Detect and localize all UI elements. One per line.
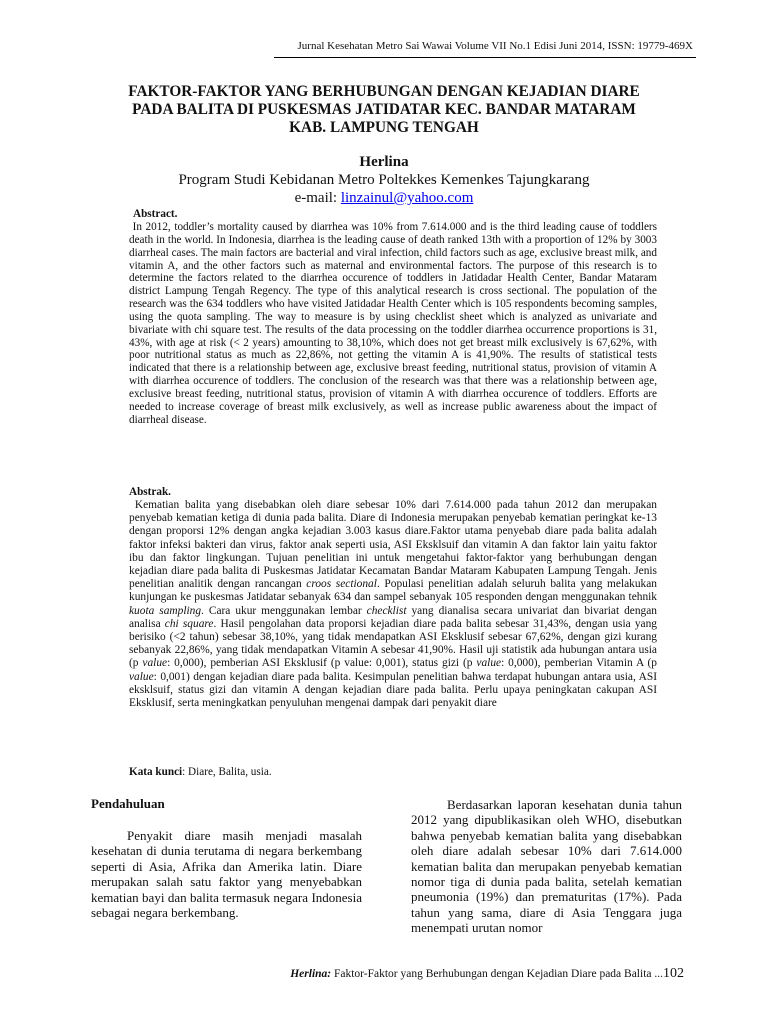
email-link[interactable]: linzainul@yahoo.com (340, 190, 474, 206)
keywords-text: : Diare, Balita, usia. (182, 766, 272, 778)
abstract-id-italic: croos sectional (306, 578, 377, 591)
paper-title (96, 83, 672, 137)
section-heading-introduction: Pendahuluan (91, 796, 165, 811)
keywords-label: Kata kunci (129, 766, 183, 778)
journal-header: Jurnal Kesehatan Metro Sai Wawai Volume VII No.1 Edisi Juni 2014, ISSN: 19779-469X (297, 40, 693, 52)
footer-title: Faktor-Faktor yang Berhubungan dengan Kejadian Diare pada Balita ... (331, 968, 663, 980)
author-email (0, 190, 768, 207)
abstract-id-text (129, 499, 657, 710)
abstract-id-italic: chi square (164, 617, 214, 630)
abstract-en-body: In 2012, toddler’s mortality caused by diarrhea was 10% from 7.614.000 and is the third leading cause of toddlers death in the world. In Indonesia, diarrhea is the leading cause of death ranked 13th with a proportion of 12% by 3003 diarrheal cases. The main factors are bacterial and viral infection, child factors such as age, exclusive breast milk, and vitamin A, and the other factors such as maternal and environmental factors. The purpose of this research is to determine the factors related to the diarrhea occurence of toddlers in Jatidadar Health Center, Bandar Mataram district Lampung Tengah Regency. The type of this analytical research is cross sectional. The population of the research was the 634 toddlers who have visited Jatidadar Health Center which is 105 respondents becoming samples, using the quota sampling. The way to measure is by using checklist sheet which is analyzed as univariate and bivariate with chi square test. The results of the data processing on the toddler diarrhea occurrence proportions is 31, 43%, with age at risk (< 2 years) amounting to 38,10%, which does not get breast milk exclusively is 67,62%, with poor nutritional status as much as 22,86%, not getting the vitamin A is 41,90%. The results of statistical tests indicated that there is a relationship between age, exclusive breast feeding, nutritional status, provision of vitamin A with diarrhea occurence of toddlers. The conclusion of the research was that there was a relationship between age, exclusive breast feeding, nutritional status, provision of vitamin A with diarrhea occurence of toddlers. Efforts are needed to increase coverage of breast milk exclusively, as well as increase public awareness about the impact of diarrheal disease. (129, 221, 658, 426)
page-footer (0, 966, 684, 982)
title-line: FAKTOR-FAKTOR YANG BERHUBUNGAN DENGAN KEJADIAN DIARE (128, 83, 640, 100)
abstract-id-segment: . Hasil pengolahan data proporsi kejadian diare pada balita sebesar 31,43%, dengan usia yang berisiko (<2 tahun) sebesar 38,10%, yang tidak mendapatkan ASI Eksklusif sebesar 67,62%, dengan gizi kurang sebanyak 22,86%, yang tidak mendapatkan Vitamin A sebesar 41,90%. Hasil uji statistik ada hubungan antara usia (p (129, 617, 657, 670)
abstract-id-italic: checklist (366, 604, 407, 617)
header-rule (274, 57, 696, 58)
author-affiliation: Program Studi Kebidanan Metro Poltekkes Kemenkes Tajungkarang (178, 172, 590, 188)
abstract-id-segment: . Populasi penelitian adalah seluruh balita yang melakukan kunjungan ke puskesmas Jatidatar sebanyak 634 dan sampel sebanyak 105 responden dengan menggunakan tehnik (129, 578, 657, 604)
keywords (129, 766, 272, 778)
abstract-id-segment: yang dianalisa secara univariat dan bivariat dengan analisa (129, 604, 657, 630)
abstract-id-segment: : 0,001) dengan kejadian diare pada balita. Kesimpulan penelitian bahwa terdapat hubungan antara usia, ASI eksklsuif, status gizi dan vitamin A dengan kejadian diare pada balita. Perlu upaya peningkatan cakupan ASI Eksklusif, serta meningkatkan penyuluhan mengenai dampak dari penyakit diare (129, 670, 657, 710)
intro-right-column: Berdasarkan laporan kesehatan dunia tahun 2012 yang dipublikasikan oleh WHO, disebutkan bahwa penyebab kematian balita yang disebabkan oleh diare adalah sebesar 10% dari 7.614.000 kematian balita dan merupakan penyebab kematian nomor tiga di dunia pada balita, setelah kematian pneumonia (19%) dan prematuritas (17%). Pada tahun yang sama, diare di Asia Tenggara juga menempati urutan nomor (411, 797, 682, 936)
abstract-id-label: Abstrak. (129, 486, 171, 498)
abstract-en-label: Abstract. (133, 208, 178, 220)
abstract-en-text (129, 221, 657, 427)
abstract-id-italic: value (129, 670, 154, 683)
abstract-id-segment: : 0,000), pemberian ASI Eksklusif (p value: 0,001), status gizi (p (167, 657, 477, 670)
title-line: KAB. LAMPUNG TENGAH (289, 119, 479, 136)
title-line: PADA BALITA DI PUSKESMAS JATIDATAR KEC. BANDAR MATARAM (132, 101, 636, 118)
abstract-id-segment: : 0,000), pemberian Vitamin A (p (501, 657, 658, 670)
abstract-id-italic: kuota sampling (129, 604, 202, 617)
page-number: 102 (663, 966, 684, 981)
footer-author: Herlina: (290, 968, 332, 980)
email-label: e-mail: (294, 190, 341, 206)
abstract-id-italic: value (476, 657, 502, 670)
abstract-id-segment: . Cara ukur menggunakan lembar (201, 604, 367, 617)
abstract-id-segment: Kematian balita yang disebabkan oleh diare sebesar 10% dari 7.614.000 pada tahun 2012 dan merupakan penyebab kematian ketiga di dunia pada balita. Diare di Indonesia merupakan penyebab kematian peringkat ke-13 dengan proporsi 12% dengan angka kejadian 3.003 kasus diare.Faktor utama penyebab diare pada balita adalah faktor infeksi bakteri dan virus, faktor anak seperti usia, ASI Eksklsuif dan vitamin A dan faktor lain yaitu faktor ibu dan faktor lingkungan. Tujuan penelitian ini untuk mengetahui faktor-faktor yang berhubungan dengan kejadian diare pada balita di Puskesmas Jatidatar Kecamatan Bandar Mataram Kabupaten Lampung Tengah. Jenis penelitian analitik dengan rancangan (129, 499, 657, 591)
author-name: Herlina (359, 154, 409, 170)
intro-left-column: Penyakit diare masih menjadi masalah kesehatan di dunia terutama di negara berkembang seperti di Asia, Afrika dan Amerika latin. Diare merupakan salah satu faktor yang menyebabkan kematian bayi dan balita termasuk negara Indonesia sebagai negara berkembang. (91, 828, 362, 921)
abstract-id-italic: value (142, 657, 168, 670)
